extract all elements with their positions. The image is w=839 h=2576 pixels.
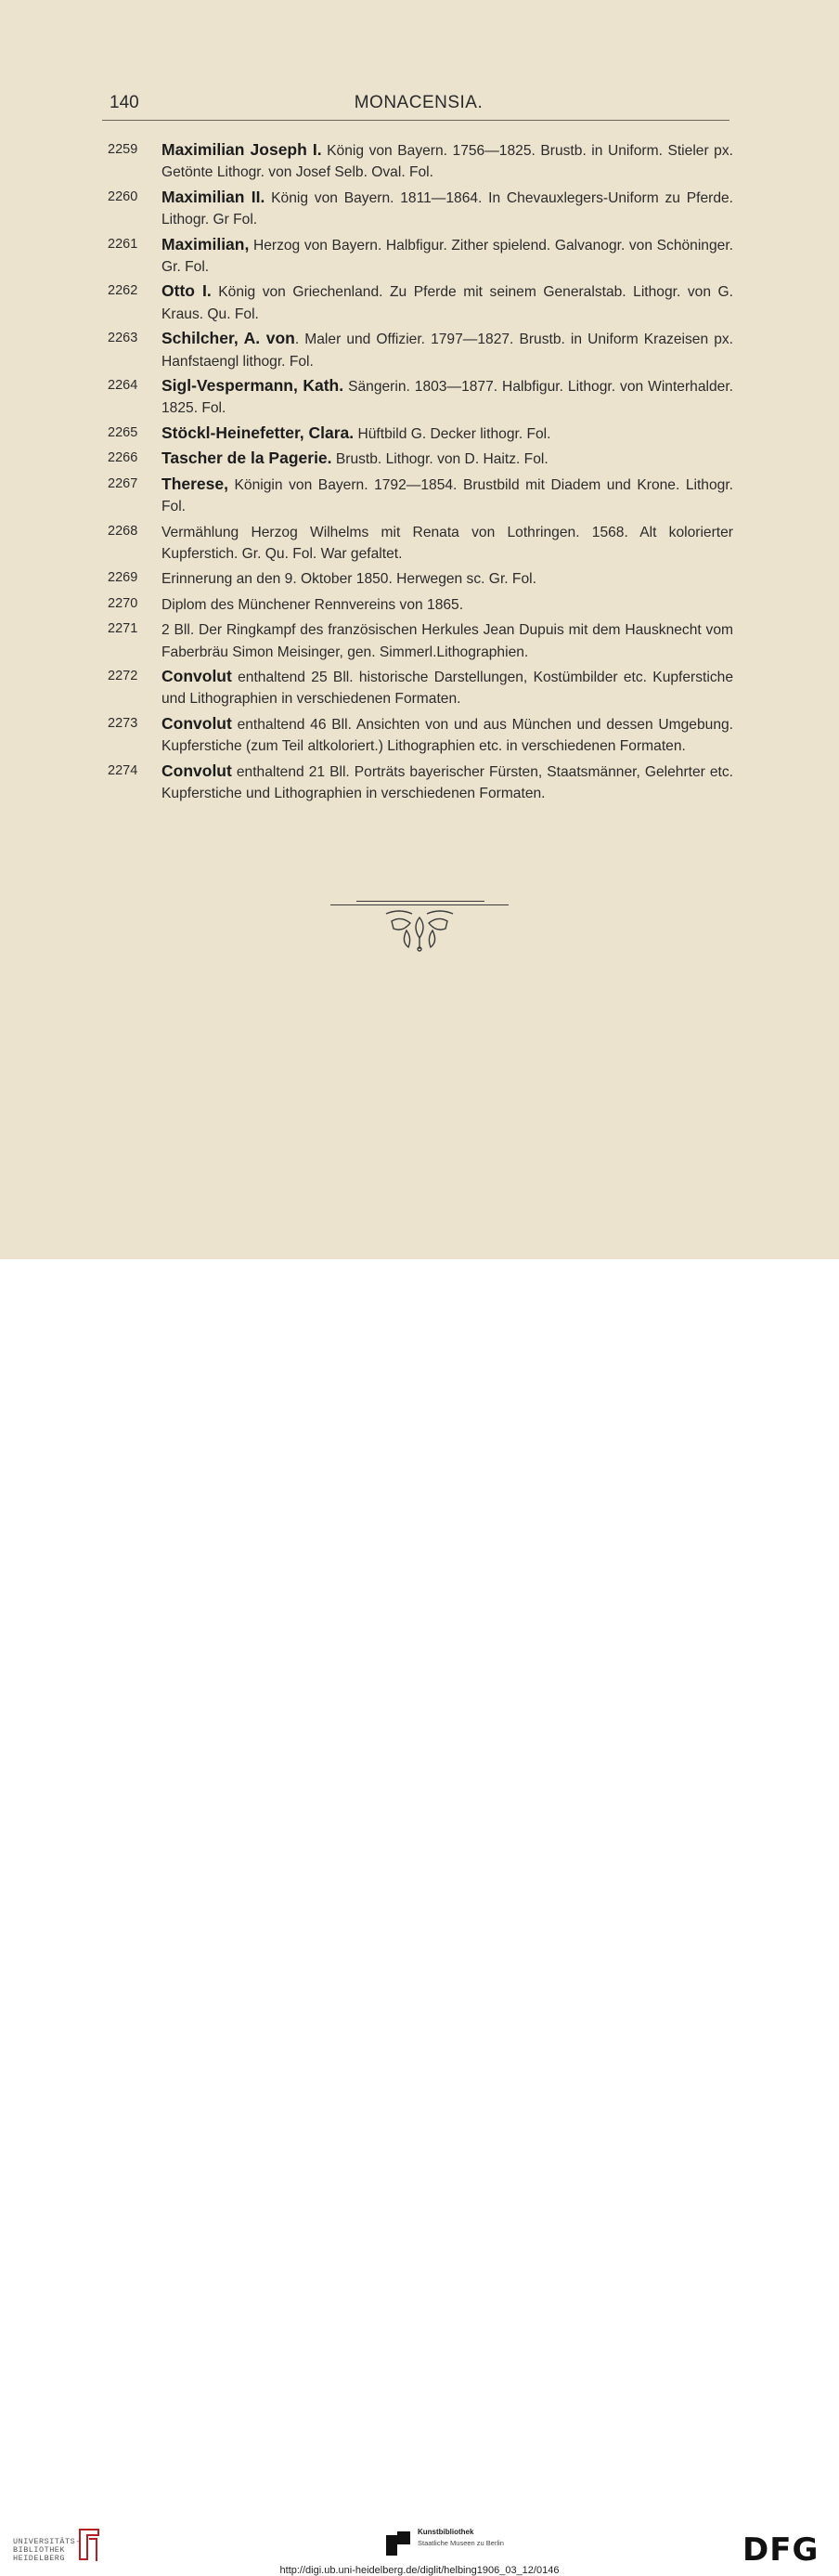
dfg-logo: DFG [742, 2531, 820, 2569]
catalog-entry [102, 423, 733, 445]
page-number: 140 [110, 93, 139, 112]
lot-number: 2267 [108, 475, 138, 491]
lot-number: 2261 [108, 236, 138, 252]
catalog-entry [102, 567, 733, 590]
entry-heading: Maximilian Joseph I. [161, 140, 322, 159]
entry-description: Hüftbild G. Decker lithogr. Fol. [354, 425, 551, 442]
entry-heading: Maximilian II. [161, 187, 265, 206]
entry-description: enthaltend 21 Bll. Porträts bayerischer Fürsten, Staatsmänner, Gelehrter etc. Kupferstiche und Lithographien in verschiedenen Formaten. [161, 763, 733, 801]
catalog-entry [102, 521, 733, 566]
entry-description: König von Griechenland. Zu Pferde mit seinem Generalstab. Lithogr. von G. Kraus. Qu. Fol. [161, 284, 733, 322]
catalog-entry [102, 474, 733, 518]
lot-number: 2272 [108, 668, 138, 683]
entry-text [148, 713, 733, 758]
entry-heading: Sigl-Vespermann, Kath. [161, 376, 344, 396]
lot-number: 2268 [108, 523, 138, 539]
lot-number: 2259 [108, 142, 138, 157]
lot-number: 2260 [108, 189, 138, 204]
entry-text [148, 328, 733, 372]
entry-heading: Therese, [161, 474, 228, 493]
entry-heading: Convolut [161, 666, 232, 685]
kunstbibliothek-title: Kunstbibliothek [418, 2528, 474, 2536]
lot-number: 2269 [108, 570, 138, 586]
lot-number: 2265 [108, 424, 138, 440]
kunstbibliothek-icon [384, 2530, 412, 2557]
entry-heading: Schilcher, A. von [161, 329, 295, 348]
lot-number: 2263 [108, 331, 138, 346]
entry-description: enthaltend 46 Bll. Ansichten von und aus München und dessen Umgebung. Kupferstiche (zum Teil altkoloriert.) Lithographien etc. in verschiedenen Formaten. [161, 716, 733, 755]
entry-description: Brustb. Lithogr. von D. Haitz. Fol. [331, 451, 549, 468]
entry-text [148, 139, 733, 184]
lot-number: 2270 [108, 595, 138, 611]
catalog-entry [102, 375, 733, 420]
entry-description: Erinnerung an den 9. Oktober 1850. Herwegen sc. Gr. Fol. [161, 571, 536, 588]
header-rule [102, 120, 729, 121]
digitization-footer [0, 1259, 839, 2576]
library-line-2: BIBLIOTHEK [13, 2545, 66, 2555]
lot-number: 2273 [108, 715, 138, 731]
entry-description: Herzog von Bayern. Halbfigur. Zither spielend. Galvanogr. von Schöninger. Gr. Fol. [161, 237, 733, 276]
catalog-entry [102, 666, 733, 710]
entry-heading: Maximilian, [161, 234, 250, 254]
entry-heading: Otto I. [161, 281, 212, 301]
entry-description: enthaltend 25 Bll. historische Darstellungen, Kostümbilder etc. Kupferstiche und Lithographien in verschiedenen Formaten. [161, 669, 733, 708]
ub-heidelberg-logo-text [13, 2538, 81, 2563]
catalog-entry [102, 139, 733, 184]
entry-description: König von Bayern. 1811—1864. In Chevauxlegers-Uniform zu Pferde. Lithogr. Gr Fol. [161, 189, 733, 228]
entry-heading: Tascher de la Pagerie. [161, 449, 332, 468]
entry-text [148, 593, 733, 616]
ub-heidelberg-icon [76, 2528, 102, 2563]
lot-number: 2262 [108, 283, 138, 299]
entry-description: 2 Bll. Der Ringkampf des französischen Herkules Jean Dupuis mit dem Hausknecht vom Faberbräu Simon Meisinger, gen. Simmerl.Lithographien. [161, 622, 733, 660]
catalog-entry [102, 618, 733, 663]
entry-heading: Convolut [161, 713, 232, 733]
entry-text [148, 423, 733, 445]
entry-text [148, 474, 733, 518]
entry-text [148, 375, 733, 420]
running-head [110, 93, 728, 117]
entry-text [148, 618, 733, 663]
library-line-1: UNIVERSITÄTS- [13, 2537, 81, 2546]
entry-text [148, 761, 733, 805]
catalog-entry [102, 713, 733, 758]
entry-text [148, 280, 733, 325]
entry-text [148, 448, 733, 470]
entry-text [148, 187, 733, 231]
entry-description: Sängerin. 1803—1877. Halbfigur. Lithogr. von Winterhalder. 1825. Fol. [161, 379, 733, 417]
entry-description: König von Bayern. 1756—1825. Brustb. in Uniform. Stieler px. Getönte Lithogr. von Josef Selb. Oval. Fol. [161, 143, 733, 181]
lot-number: 2266 [108, 450, 138, 466]
entry-description: Königin von Bayern. 1792—1854. Brustbild mit Diadem und Krone. Lithogr. Fol. [161, 476, 733, 515]
catalog-entry [102, 328, 733, 372]
catalog-entries [102, 139, 733, 807]
source-url-link[interactable]: http://digi.ub.uni-heidelberg.de/diglit/helbing1906_03_12/0146 [279, 2565, 560, 2576]
end-rule [330, 901, 509, 905]
kunstbibliothek-subtitle: Staatliche Museen zu Berlin [418, 2539, 504, 2547]
entry-description: Diplom des Münchener Rennvereins von 1865. [161, 596, 464, 613]
entry-heading: Convolut [161, 761, 232, 780]
entry-heading: Stöckl-Heinefetter, Clara. [161, 423, 355, 442]
entry-text [148, 521, 733, 566]
lot-number: 2274 [108, 762, 138, 778]
entry-text [148, 234, 733, 279]
entry-text [148, 666, 733, 710]
scanned-page [0, 0, 839, 1259]
catalog-entry [102, 187, 733, 231]
catalog-entry [102, 234, 733, 279]
entry-text [148, 567, 733, 590]
entry-description: Vermählung Herzog Wilhelms mit Renata von Lothringen. 1568. Alt kolorierter Kupferstich. Gr. Qu. Fol. War gefaltet. [161, 524, 733, 562]
catalog-entry [102, 593, 733, 616]
catalog-entry [102, 280, 733, 325]
fleuron-ornament-icon [381, 906, 458, 953]
running-title: MONACENSIA. [354, 93, 484, 112]
catalog-entry [102, 761, 733, 805]
lot-number: 2271 [108, 621, 138, 637]
lot-number: 2264 [108, 378, 138, 394]
catalog-entry [102, 448, 733, 470]
library-line-3: HEIDELBERG [13, 2554, 66, 2563]
entry-description: . Maler und Offizier. 1797—1827. Brustb. in Uniform Krazeisen px. Hanfstaengl lithogr. Fol. [161, 332, 734, 370]
